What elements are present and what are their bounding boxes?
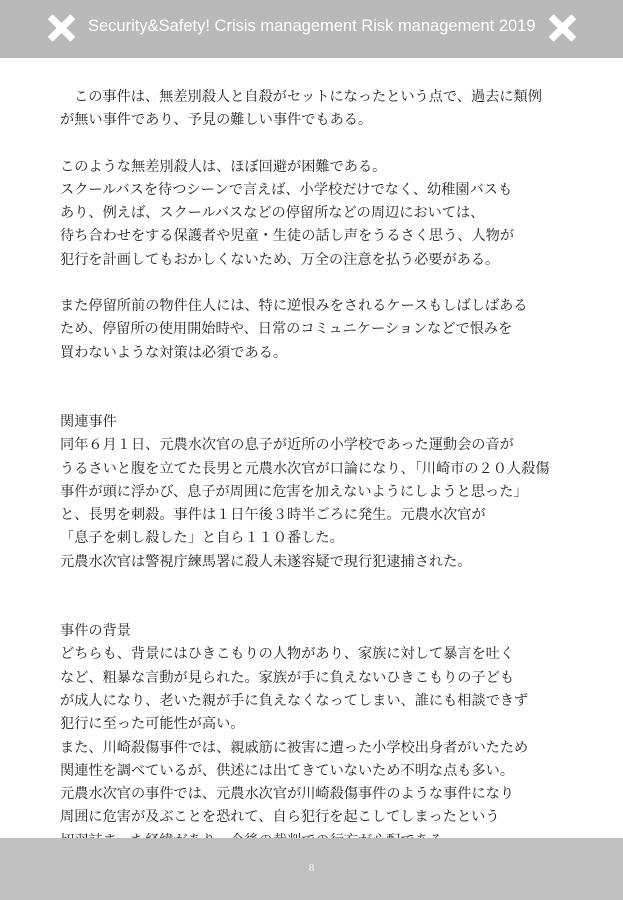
body-line: 元農水次官の事件では、元農水次官が川崎殺傷事件のような事件になり <box>60 786 515 803</box>
body-line: 周囲に危害が及ぶことを恐れて、自ら犯行を起こしてしまったという <box>60 809 500 826</box>
body-line: が成人になり、老いた親が手に負えなくなってしまい、誰にも相談できず <box>60 692 529 709</box>
body-line: スクールバスを待つシーンで言えば、小学校だけでなく、幼稚園バスも <box>60 181 513 198</box>
body-line: 元農水次官は警視庁練馬署に殺人未遂容疑で現行犯逮捕された。 <box>60 553 472 570</box>
body-line: 「息子を刺し殺した」と自ら１１０番した。 <box>60 530 344 547</box>
close-x-icon <box>48 15 74 41</box>
body-line: どちらも、背景にはひきこもりの人物があり、家族に対して暴言を吐く <box>60 646 515 663</box>
body-line: このような無差別殺人は、ほぼ回避が困難である。 <box>60 158 387 175</box>
body-line: 犯行に至った可能性が高い。 <box>60 716 245 733</box>
body-line: など、粗暴な言動が見られた。家族が手に負えないひきこもりの子ども <box>60 669 515 686</box>
page-footer <box>0 838 623 900</box>
body-line: 事件が頭に浮かび、息子が周囲に危害を加えないようにしようと思った｣ <box>60 483 521 500</box>
body-line: 同年６月１日、元農水次官の息子が近所の小学校であった運動会の音が <box>60 437 514 454</box>
body-line: と、長男を刺殺。事件は１日午後３時半ごろに発生。元農水次官が <box>60 507 486 524</box>
body-line: あり、例えば、スクールバスなどの停留所などの周辺においては、 <box>60 205 485 222</box>
body-line: この事件は、無差別殺人と自殺がセットになったという点で、過去に類例 <box>74 89 542 105</box>
body-line: また停留所前の物件住人には、特に逆恨みをされるケースもしばしばある <box>60 298 528 315</box>
article-body <box>60 86 580 853</box>
body-line: 買わないような対策は必須である。 <box>60 344 288 361</box>
page-header <box>0 0 623 58</box>
body-line: また、川崎殺傷事件では、親戚筋に被害に遭った小学校出身者がいたため <box>60 739 529 756</box>
body-line: 関連性を調べているが、供述には出てきていないため不明な点も多い。 <box>60 762 515 779</box>
body-line: 待ち合わせをする保護者や児童・生徒の話し声をうるさく思う、人物が <box>60 228 515 245</box>
section-heading-related: 関連事件 <box>60 413 117 430</box>
body-line: うるさいと腹を立てた長男と元農水次官が口論になり、｢川崎市の２０人殺傷 <box>60 460 550 477</box>
body-line: が無い事件であり、予見の難しい事件でもある。 <box>60 112 373 129</box>
page-number: 8 <box>308 862 315 874</box>
header-title: Security&Safety! Crisis management Risk management 2019 <box>88 17 536 35</box>
close-x-icon <box>549 15 575 41</box>
body-line: ため、停留所の使用開始時や、日常のコミュニケーションなどで恨みを <box>60 321 513 338</box>
section-heading-background: 事件の背景 <box>60 623 131 640</box>
body-line: 犯行を計画してもおかしくないため、万全の注意を払う必要がある。 <box>60 251 500 268</box>
